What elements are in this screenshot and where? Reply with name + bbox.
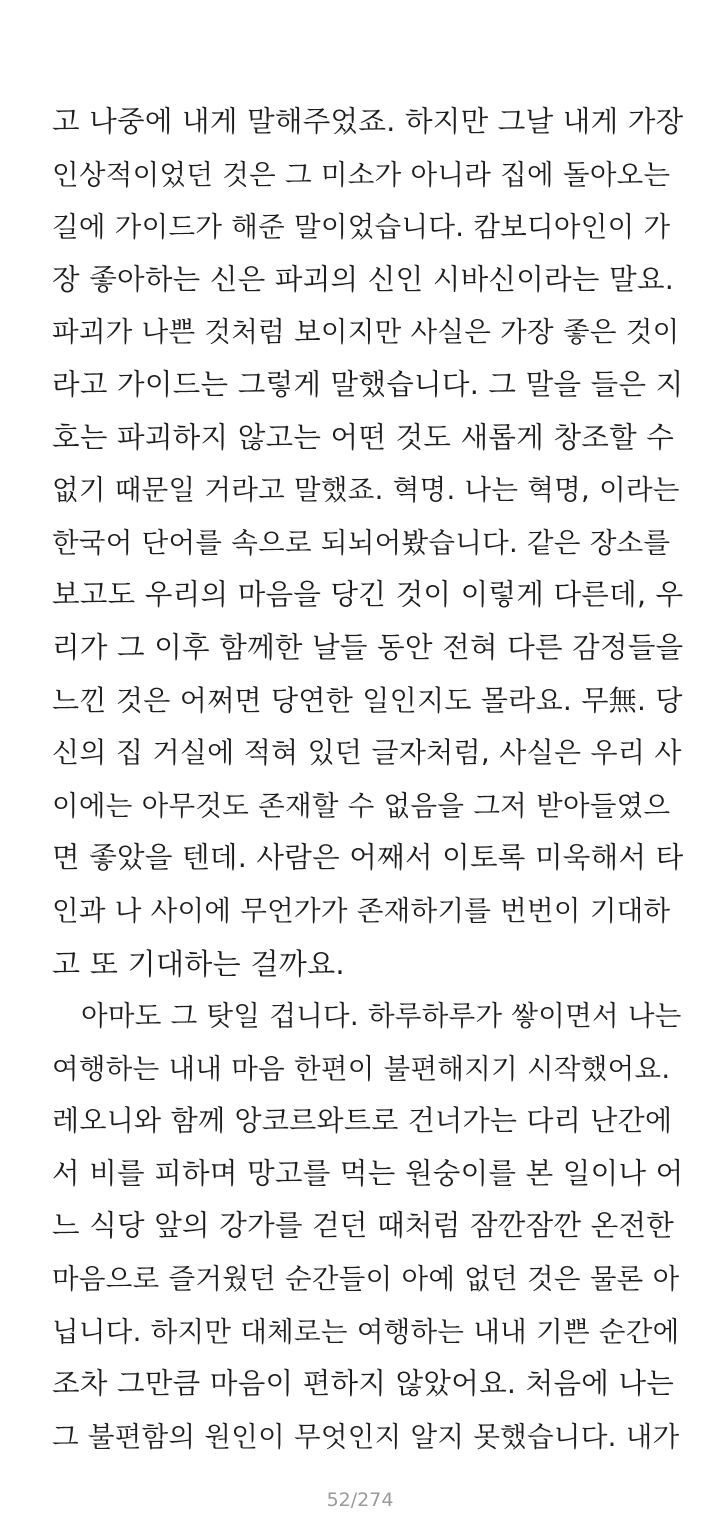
- text-line: 느 식당 앞의 강가를 걷던 때처럼 잠깐잠깐 온전한: [52, 1209, 675, 1243]
- text-line: 닙니다. 하지만 대체로는 여행하는 내내 기쁜 순간에: [52, 1315, 680, 1348]
- text-line: 이에는 아무것도 존재할 수 없음을 그저 받아들였으: [52, 789, 671, 822]
- text-line: 조차 그만큼 마음이 편하지 않았어요. 처음에 나는: [52, 1367, 675, 1401]
- paragraph-2: [52, 990, 684, 1463]
- text-line: 아마도 그 탓일 겁니다. 하루하루가 쌓이면서 나는: [81, 1000, 682, 1033]
- text-line: 고 또 기대하는 걸까요.: [52, 946, 345, 981]
- text-line: 길에 가이드가 해준 말이었습니다. 캄보디아인이 가: [52, 211, 671, 244]
- text-line: 서 비를 피하며 망고를 먹는 원숭이를 본 일이나 어: [52, 1156, 684, 1190]
- text-body: [52, 96, 684, 1463]
- text-line: 신의 집 거실에 적혀 있던 글자처럼, 사실은 우리 사: [52, 736, 682, 770]
- text-line: 인상적이었던 것은 그 미소가 아니라 집에 돌아오는: [52, 158, 671, 191]
- text-line: 그 불편함의 원인이 무엇인지 알지 못했습니다. 내가: [52, 1420, 680, 1453]
- text-line: 없기 때문일 거라고 말했죠. 혁명. 나는 혁명, 이라는: [52, 474, 680, 507]
- text-line: 마음으로 즐거웠던 순간들이 아예 없던 것은 물론 아: [52, 1263, 680, 1296]
- page-number: 52/274: [326, 1489, 394, 1511]
- text-line: 한국어 단어를 속으로 되뇌어봤습니다. 같은 장소를: [52, 526, 671, 559]
- text-line: 인과 나 사이에 무언가가 존재하기를 번번이 기대하: [52, 894, 671, 927]
- text-line: 파괴가 나쁜 것처럼 보이지만 사실은 가장 좋은 것이: [52, 316, 680, 349]
- paragraph-1: [52, 96, 684, 990]
- text-line: 레오니와 함께 앙코르와트로 건너가는 다리 난간에: [52, 1104, 673, 1138]
- text-line: 보고도 우리의 마음을 당긴 것이 이렇게 다른데, 우: [52, 578, 684, 612]
- text-line: 면 좋았을 텐데. 사람은 어째서 이토록 미욱해서 타: [52, 841, 684, 875]
- text-line: 호는 파괴하지 않고는 어떤 것도 새롭게 창조할 수: [52, 420, 675, 454]
- text-line: 장 좋아하는 신은 파괴의 신인 시바신이라는 말요.: [52, 262, 675, 296]
- text-line: 여행하는 내내 마음 한편이 불편해지기 시작했어요.: [52, 1052, 671, 1085]
- text-line: 리가 그 이후 함께한 날들 동안 전혀 다른 감정들을: [52, 630, 684, 664]
- text-line: 라고 가이드는 그렇게 말했습니다. 그 말을 들은 지: [52, 367, 684, 401]
- text-line: 느낀 것은 어쩌면 당연한 일인지도 몰라요. 무無. 당: [52, 683, 683, 717]
- text-line: 고 나중에 내게 말해주었죠. 하지만 그날 내게 가장: [52, 105, 684, 138]
